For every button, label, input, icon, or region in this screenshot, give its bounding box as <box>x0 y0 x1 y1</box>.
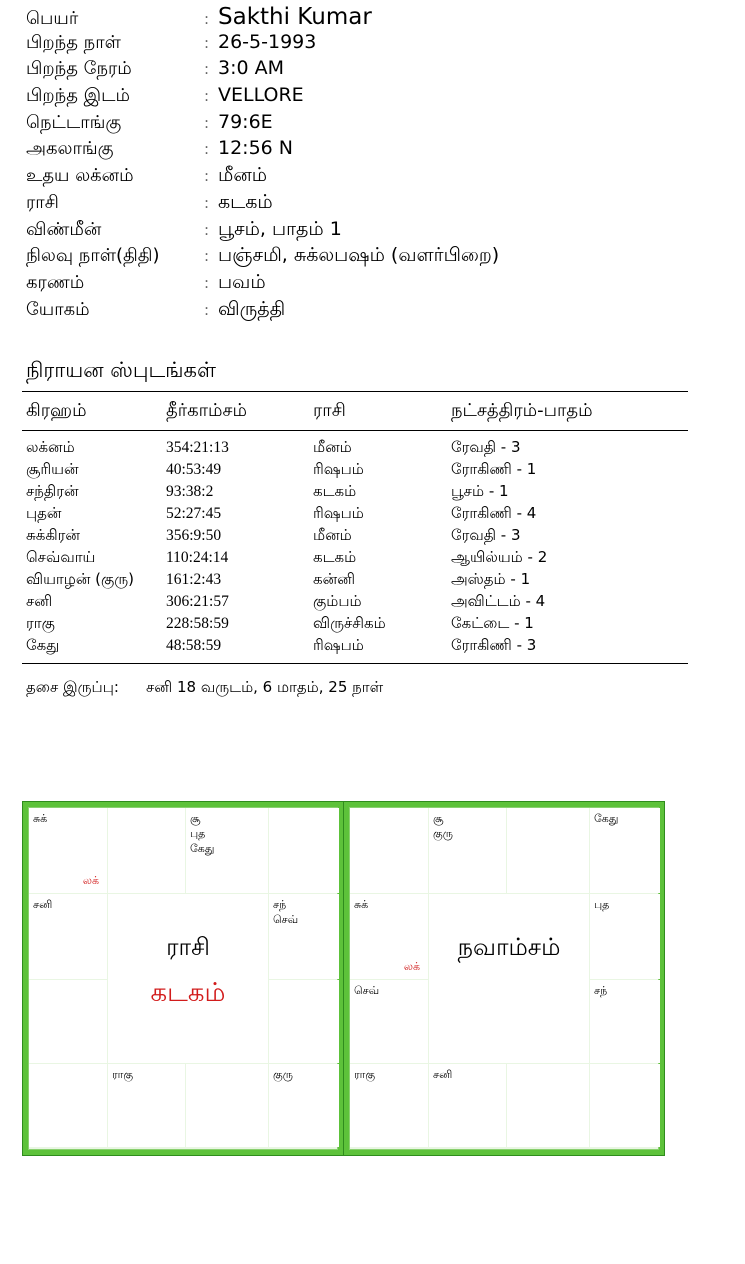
detail-row <box>26 191 499 218</box>
chart-house <box>269 1064 339 1147</box>
planet-name: ராகு <box>26 614 55 632</box>
detail-separator: : <box>204 247 210 266</box>
detail-label: நிலவு நாள்(திதி) <box>26 245 160 267</box>
detail-row <box>26 84 499 111</box>
planet-abbrev: சந் <box>594 984 608 997</box>
chart-house <box>108 808 185 893</box>
planet-abbrev: சூ <box>190 812 201 825</box>
chart-subtitle: கடகம் <box>150 978 226 1008</box>
planet-name: சனி <box>26 592 53 610</box>
detail-row <box>26 244 499 271</box>
planet-name: செவ்வாய் <box>26 548 96 566</box>
planet-rasi: மீனம் <box>313 438 352 456</box>
planet-name: லக்னம் <box>26 438 75 456</box>
detail-label: பிறந்த நேரம் <box>26 58 132 80</box>
planet-star-pada: அவிட்டம் - 4 <box>451 592 546 610</box>
detail-row <box>26 4 499 31</box>
chart-house <box>507 808 589 893</box>
planet-rasi: கன்னி <box>313 570 356 588</box>
planet-abbrev: சனி <box>33 898 53 911</box>
planet-rasi: ரிஷபம் <box>313 504 364 522</box>
detail-row <box>26 111 499 138</box>
detail-row <box>26 57 499 84</box>
chart-house <box>429 808 506 893</box>
planet-rasi: கும்பம் <box>313 592 362 610</box>
planet-longitude: 52:27:45 <box>166 505 222 522</box>
planet-longitude: 354:21:13 <box>166 439 229 456</box>
planet-abbrev: செவ் <box>273 913 299 926</box>
planet-star-pada: ரேவதி - 3 <box>451 526 521 544</box>
table-body <box>22 431 688 663</box>
planet-star-pada: ரோகிணி - 4 <box>451 504 537 522</box>
planet-name: வியாழன் (குரு) <box>26 570 134 588</box>
chart-house <box>590 1064 660 1147</box>
chart-house <box>108 1064 185 1147</box>
detail-value: 3:0 AM <box>218 57 285 80</box>
detail-separator: : <box>204 33 210 52</box>
detail-value: பஞ்சமி, சுக்லபஷம் (வளர்பிறை) <box>218 244 500 267</box>
planet-abbrev: குரு <box>433 827 453 840</box>
detail-value: 79:6E <box>218 110 273 133</box>
detail-value: 12:56 N <box>218 137 294 160</box>
planet-abbrev: புத <box>190 827 206 840</box>
planet-star-pada: அஸ்தம் - 1 <box>451 570 531 588</box>
detail-row <box>26 298 499 325</box>
header-planet: கிரஹம் <box>26 399 87 421</box>
planet-abbrev: செவ் <box>354 984 380 997</box>
planet-name: சூரியன் <box>26 460 79 478</box>
planet-longitude: 48:58:59 <box>166 637 222 654</box>
detail-separator: : <box>204 140 210 159</box>
planet-abbrev: சுக் <box>33 812 48 825</box>
detail-separator: : <box>204 60 210 79</box>
detail-value: VELLORE <box>218 84 304 107</box>
table-row <box>22 569 688 591</box>
detail-label: ராசி <box>26 191 59 213</box>
planet-name: சந்திரன் <box>26 482 79 500</box>
lagna-marker: லக் <box>403 960 420 973</box>
detail-separator: : <box>204 10 210 28</box>
planet-name: கேது <box>26 636 60 654</box>
planet-abbrev: சனி <box>433 1068 453 1081</box>
detail-label: யோகம் <box>26 298 90 320</box>
detail-row <box>26 271 499 298</box>
planet-star-pada: கேட்டை - 1 <box>451 614 534 632</box>
navamsa-chart <box>343 801 665 1156</box>
detail-label: நெட்டாங்கு <box>26 111 122 133</box>
chart-center <box>429 894 589 1063</box>
chart-house <box>269 894 339 979</box>
chart-house <box>29 1064 107 1147</box>
planet-longitude: 161:2:43 <box>166 571 222 588</box>
planet-longitude: 228:58:59 <box>166 615 229 632</box>
detail-value: கடகம் <box>218 190 273 213</box>
table-row <box>22 459 688 481</box>
planet-abbrev: சந் <box>273 898 287 911</box>
chart-house <box>590 980 660 1063</box>
table-row <box>22 591 688 613</box>
chart-house <box>507 1064 589 1147</box>
chart-house <box>269 808 339 893</box>
detail-separator: : <box>204 113 210 132</box>
planet-name: சுக்கிரன் <box>26 526 80 544</box>
detail-label: பெயர் <box>26 8 79 29</box>
header-star-pada: நட்சத்திரம்-பாதம் <box>451 399 593 421</box>
planet-positions-title: நிராயன ஸ்புடங்கள் <box>26 358 216 382</box>
chart-center <box>108 894 268 1063</box>
detail-row <box>26 137 499 164</box>
planet-rasi: கடகம் <box>313 548 357 566</box>
detail-label: பிறந்த நாள் <box>26 31 121 53</box>
birth-details <box>26 4 499 324</box>
header-rasi: ராசி <box>313 399 346 421</box>
dasa-balance <box>26 678 383 698</box>
planet-abbrev: சூ <box>433 812 444 825</box>
detail-row <box>26 218 499 245</box>
chart-house <box>269 980 339 1063</box>
detail-value: பவம் <box>218 270 266 293</box>
chart-house <box>186 1064 268 1147</box>
planet-abbrev: புத <box>594 898 610 911</box>
planet-star-pada: ரோகிணி - 1 <box>451 460 537 478</box>
chart-house <box>29 894 107 979</box>
detail-label: விண்மீன் <box>26 218 102 240</box>
planet-longitude: 356:9:50 <box>166 527 222 544</box>
detail-separator: : <box>204 87 210 106</box>
planet-star-pada: பூசம் - 1 <box>451 482 509 500</box>
detail-label: அகலாங்கு <box>26 138 114 160</box>
planet-longitude: 40:53:49 <box>166 461 222 478</box>
chart-house <box>29 980 107 1063</box>
detail-value: மீனம் <box>218 164 268 187</box>
table-row <box>22 613 688 635</box>
planet-abbrev: சுக் <box>354 898 369 911</box>
chart-house <box>350 894 428 979</box>
planet-longitude: 93:38:2 <box>166 483 214 500</box>
planet-star-pada: ரேவதி - 3 <box>451 438 521 456</box>
table-header <box>22 392 688 431</box>
detail-row <box>26 31 499 58</box>
dasa-label: தசை இருப்பு: <box>26 678 119 696</box>
chart-house <box>590 894 660 979</box>
chart-house <box>590 808 660 893</box>
chart-house <box>350 1064 428 1147</box>
detail-value: விருத்தி <box>218 297 286 320</box>
chart-house <box>29 808 107 893</box>
detail-separator: : <box>204 300 210 319</box>
table-row <box>22 481 688 503</box>
detail-separator: : <box>204 220 210 239</box>
detail-value: Sakthi Kumar <box>218 4 372 30</box>
table-row <box>22 635 688 657</box>
chart-title: ராசி <box>166 933 210 961</box>
planet-abbrev: கேது <box>594 812 619 825</box>
planet-rasi: விருச்சிகம் <box>313 614 386 632</box>
detail-separator: : <box>204 167 210 186</box>
planet-abbrev: ராகு <box>354 1068 376 1081</box>
detail-value: பூசம், பாதம் 1 <box>218 217 342 240</box>
dasa-value: சனி 18 வருடம், 6 மாதம், 25 நாள் <box>146 678 384 696</box>
chart-title: நவாம்சம் <box>457 933 561 961</box>
chart-house <box>350 808 428 893</box>
table-row <box>22 525 688 547</box>
detail-value: 26-5-1993 <box>218 30 317 53</box>
planet-name: புதன் <box>26 504 62 522</box>
planet-rasi: ரிஷபம் <box>313 636 364 654</box>
planet-longitude: 306:21:57 <box>166 593 229 610</box>
detail-label: பிறந்த இடம் <box>26 85 130 107</box>
detail-row <box>26 164 499 191</box>
planet-star-pada: ரோகிணி - 3 <box>451 636 537 654</box>
detail-label: கரணம் <box>26 271 85 293</box>
planet-rasi: கடகம் <box>313 482 357 500</box>
chart-house <box>350 980 428 1063</box>
detail-label: உதய லக்னம் <box>26 165 134 187</box>
lagna-marker: லக் <box>82 874 99 887</box>
planet-abbrev: கேது <box>190 842 215 855</box>
planet-rasi: மீனம் <box>313 526 352 544</box>
table-row <box>22 503 688 525</box>
table-row <box>22 547 688 569</box>
planet-longitude: 110:24:14 <box>166 549 229 566</box>
planet-star-pada: ஆயில்யம் - 2 <box>451 548 548 566</box>
header-longitude: தீர்காம்சம் <box>166 399 247 421</box>
planet-abbrev: குரு <box>273 1068 293 1081</box>
rasi-chart <box>22 801 344 1156</box>
planet-positions-table <box>22 391 688 664</box>
detail-separator: : <box>204 273 210 292</box>
chart-house <box>429 1064 506 1147</box>
detail-separator: : <box>204 193 210 212</box>
chart-house <box>186 808 268 893</box>
table-row <box>22 437 688 459</box>
planet-abbrev: ராகு <box>112 1068 134 1081</box>
planet-rasi: ரிஷபம் <box>313 460 364 478</box>
